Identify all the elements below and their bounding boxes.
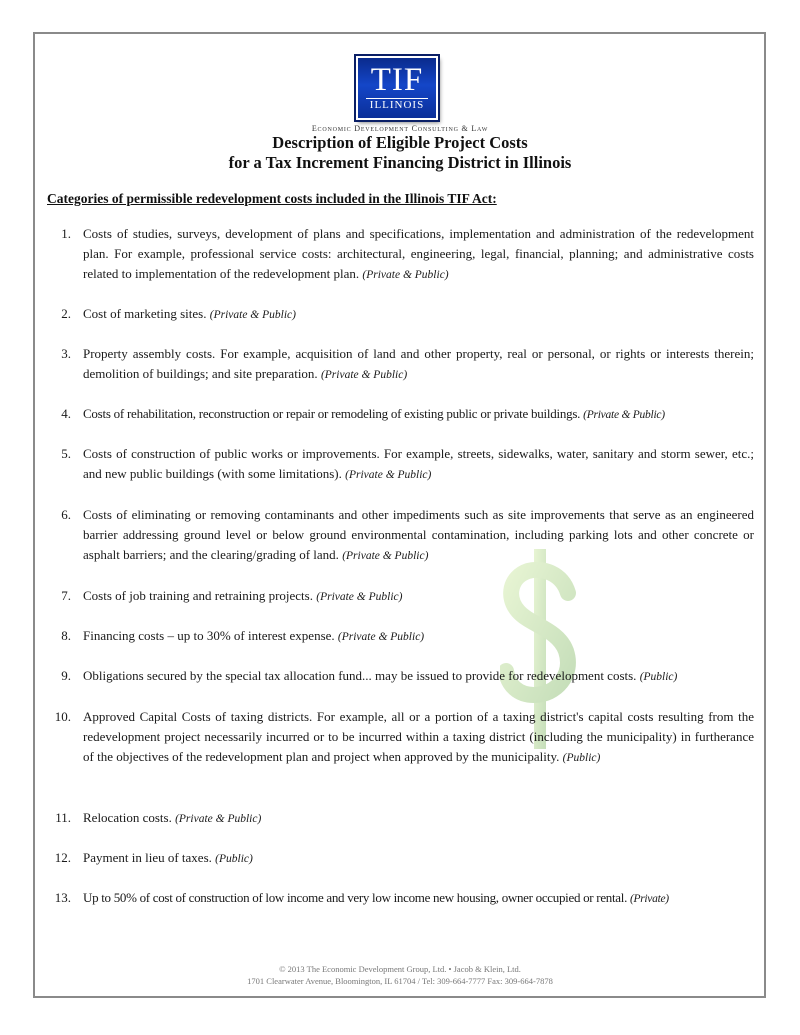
cost-category-tag: (Public): [562, 752, 601, 764]
list-item: 12. Payment in lieu of taxes. (Public): [54, 850, 253, 865]
section-heading: Categories of permissible redevelopment costs included in the Illinois TIF Act:: [47, 191, 497, 206]
list-item: 4. Costs of rehabilitation, reconstruction or repair or remodeling of existing public or private buildings. (Private & Public): [61, 406, 665, 421]
tif-illinois-logo: [356, 56, 438, 120]
list-item: 10. Approved Capital Costs of taxing districts. For example, all or a portion of a taxing district's capital costs resulting from the redevelopment project necessarily incurred or to be incurred within a taxing district (including the municipality) in furtherance of the objectives of the redevelopment plan and project when approved by the municipality. (Public): [54, 709, 754, 764]
logo-text-illinois: ILLINOIS: [366, 98, 428, 112]
list-item: 8. Financing costs – up to 30% of interest expense. (Private & Public): [61, 628, 425, 643]
logo-text-tif: TIF: [370, 62, 424, 98]
list-item: 11. Relocation costs. (Private & Public): [55, 810, 262, 825]
page-title-line-2: for a Tax Increment Financing District in Illinois: [228, 153, 572, 172]
cost-category-tag: (Private & Public): [320, 369, 408, 381]
list-item: 13. Up to 50% of cost of construction of low income and very low income new housing, owner occupied or rental. (Private): [54, 890, 669, 905]
cost-category-tag: (Private & Public): [583, 409, 665, 421]
footer-copyright: © 2013 The Economic Development Group, Ltd. • Jacob & Klein, Ltd.: [279, 964, 521, 974]
list-item: 6. Costs of eliminating or removing contaminants and other impediments such as site improvements that serve as an engineered barrier addressing ground level or below ground environmental contamination, including parking lots and other concrete or asphalt barriers; and the clearing/grading of land. (Private & Public): [61, 507, 754, 562]
cost-category-tag: (Private & Public): [337, 631, 425, 643]
list-item: 3. Property assembly costs. For example, acquisition of land and other property, real or personal, or rights or interests therein; demolition of buildings; and site preparation. (Private & Public): [61, 346, 754, 381]
cost-category-tag: (Private & Public): [345, 469, 432, 481]
list-item: 9. Obligations secured by the special tax allocation fund... may be issued to provide for redevelopment costs. (Public): [61, 668, 678, 683]
cost-category-tag: (Private & Public): [342, 550, 429, 562]
list-item: 7. Costs of job training and retraining projects. (Private & Public): [61, 588, 403, 603]
page-title-line-1: Description of Eligible Project Costs: [272, 133, 528, 152]
cost-category-tag: (Private & Public): [316, 591, 403, 603]
list-item: 2. Cost of marketing sites. (Private & Public): [61, 306, 296, 321]
cost-category-tag: (Public): [639, 671, 678, 683]
cost-category-tag: (Private & Public): [175, 813, 262, 825]
footer-address: 1701 Clearwater Avenue, Bloomington, IL 61704 / Tel: 309-664-7777 Fax: 309-664-7878: [247, 976, 553, 986]
tagline: Economic Development Consulting & Law: [311, 124, 489, 133]
cost-category-tag: (Public): [215, 853, 253, 865]
cost-category-tag: (Private & Public): [362, 269, 449, 281]
list-item: 1. Costs of studies, surveys, development of plans and specifications, implementation and administration of the redevelopment plan. For example, professional service costs: architectural, engineering, legal, financial, planning; and administrative costs related to implementation of the redevelopment plan. (Private & Public): [61, 226, 754, 281]
list-item: 5. Costs of construction of public works or improvements. For example, streets, sidewalks, water, sanitary and storm sewer, etc.; and new public buildings (with some limitations). (Private & Public): [61, 446, 754, 481]
cost-category-tag: (Private & Public): [209, 309, 296, 321]
cost-category-tag: (Private): [629, 893, 669, 905]
